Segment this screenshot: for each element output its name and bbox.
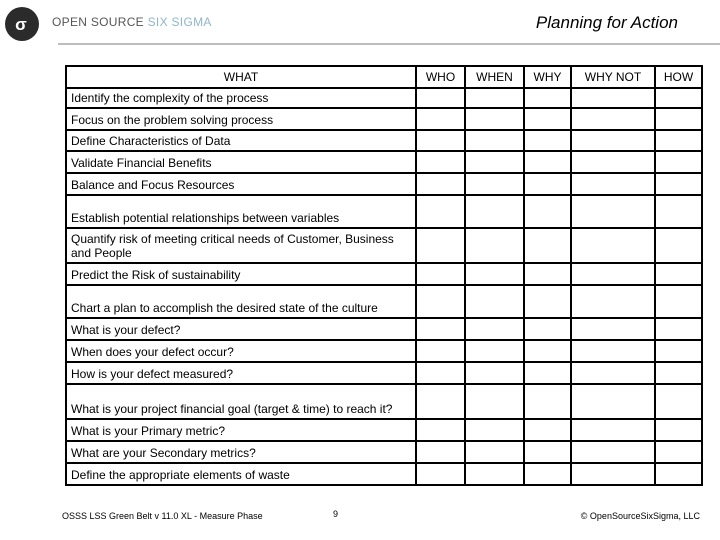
cell-who[interactable] <box>416 419 465 441</box>
action-plan-table <box>65 65 703 486</box>
cell-why[interactable] <box>524 285 571 318</box>
cell-how[interactable] <box>655 463 702 485</box>
action-item-label: Define Characteristics of Data <box>66 130 416 151</box>
header-divider <box>58 43 720 45</box>
cell-how[interactable] <box>655 151 702 173</box>
cell-who[interactable] <box>416 151 465 173</box>
table-row <box>66 151 702 173</box>
table-row <box>66 340 702 362</box>
cell-who[interactable] <box>416 108 465 130</box>
cell-when[interactable] <box>465 263 524 285</box>
cell-how[interactable] <box>655 384 702 419</box>
cell-why-not[interactable] <box>571 263 655 285</box>
column-header-when: WHEN <box>465 66 524 88</box>
cell-how[interactable] <box>655 195 702 228</box>
cell-how[interactable] <box>655 108 702 130</box>
table-row <box>66 130 702 151</box>
action-item-label: Establish potential relationships between variables <box>66 195 416 228</box>
cell-why-not[interactable] <box>571 285 655 318</box>
table-row <box>66 441 702 463</box>
action-item-label: Identify the complexity of the process <box>66 88 416 108</box>
cell-when[interactable] <box>465 419 524 441</box>
action-item-label: When does your defect occur? <box>66 340 416 362</box>
cell-why-not[interactable] <box>571 463 655 485</box>
cell-why[interactable] <box>524 130 571 151</box>
action-item-label: Focus on the problem solving process <box>66 108 416 130</box>
action-item-label: Chart a plan to accomplish the desired state of the culture <box>66 285 416 318</box>
cell-how[interactable] <box>655 173 702 195</box>
cell-when[interactable] <box>465 228 524 263</box>
cell-why[interactable] <box>524 419 571 441</box>
cell-how[interactable] <box>655 340 702 362</box>
open-source-six-sigma-logo <box>4 6 40 42</box>
cell-why[interactable] <box>524 362 571 384</box>
cell-who[interactable] <box>416 340 465 362</box>
table-row <box>66 173 702 195</box>
cell-when[interactable] <box>465 173 524 195</box>
cell-who[interactable] <box>416 362 465 384</box>
cell-who[interactable] <box>416 263 465 285</box>
cell-how[interactable] <box>655 419 702 441</box>
cell-who[interactable] <box>416 130 465 151</box>
table-row <box>66 419 702 441</box>
svg-text:σ: σ <box>15 15 27 34</box>
cell-why-not[interactable] <box>571 318 655 340</box>
table-row <box>66 195 702 228</box>
table-row <box>66 285 702 318</box>
brand-name-main: OPEN SOURCE <box>52 15 148 29</box>
column-header-who: WHO <box>416 66 465 88</box>
cell-how[interactable] <box>655 88 702 108</box>
cell-why[interactable] <box>524 88 571 108</box>
cell-how[interactable] <box>655 130 702 151</box>
cell-how[interactable] <box>655 441 702 463</box>
cell-why[interactable] <box>524 384 571 419</box>
cell-who[interactable] <box>416 441 465 463</box>
cell-how[interactable] <box>655 285 702 318</box>
column-header-what: WHAT <box>66 66 416 88</box>
table-row <box>66 362 702 384</box>
cell-why-not[interactable] <box>571 173 655 195</box>
table-row <box>66 384 702 419</box>
cell-why[interactable] <box>524 195 571 228</box>
cell-when[interactable] <box>465 362 524 384</box>
cell-why-not[interactable] <box>571 419 655 441</box>
cell-how[interactable] <box>655 362 702 384</box>
column-header-why-not: WHY NOT <box>571 66 655 88</box>
cell-why[interactable] <box>524 441 571 463</box>
cell-who[interactable] <box>416 195 465 228</box>
cell-when[interactable] <box>465 441 524 463</box>
cell-why-not[interactable] <box>571 228 655 263</box>
cell-why-not[interactable] <box>571 384 655 419</box>
action-item-label: Quantify risk of meeting critical needs of Customer, Business and People <box>66 228 416 263</box>
cell-when[interactable] <box>465 285 524 318</box>
cell-who[interactable] <box>416 318 465 340</box>
cell-why[interactable] <box>524 263 571 285</box>
cell-when[interactable] <box>465 463 524 485</box>
action-item-label: How is your defect measured? <box>66 362 416 384</box>
table-row <box>66 463 702 485</box>
brand-name <box>52 15 212 29</box>
cell-when[interactable] <box>465 318 524 340</box>
cell-why-not[interactable] <box>571 362 655 384</box>
cell-who[interactable] <box>416 88 465 108</box>
cell-when[interactable] <box>465 130 524 151</box>
footer-course-title: OSSS LSS Green Belt v 11.0 XL - Measure Phase <box>62 511 263 521</box>
cell-why-not[interactable] <box>571 340 655 362</box>
cell-why-not[interactable] <box>571 195 655 228</box>
action-item-label: Balance and Focus Resources <box>66 173 416 195</box>
cell-who[interactable] <box>416 285 465 318</box>
cell-when[interactable] <box>465 340 524 362</box>
action-item-label: Validate Financial Benefits <box>66 151 416 173</box>
cell-when[interactable] <box>465 108 524 130</box>
cell-when[interactable] <box>465 195 524 228</box>
table-row <box>66 88 702 108</box>
cell-who[interactable] <box>416 463 465 485</box>
cell-why-not[interactable] <box>571 151 655 173</box>
cell-why[interactable] <box>524 173 571 195</box>
cell-why-not[interactable] <box>571 88 655 108</box>
cell-why[interactable] <box>524 108 571 130</box>
action-item-label: What is your Primary metric? <box>66 419 416 441</box>
table-row <box>66 318 702 340</box>
cell-why-not[interactable] <box>571 441 655 463</box>
footer-page-number: 9 <box>333 509 339 519</box>
action-item-label: What is your project financial goal (target & time) to reach it? <box>66 384 416 419</box>
cell-why-not[interactable] <box>571 108 655 130</box>
cell-why[interactable] <box>524 340 571 362</box>
cell-how[interactable] <box>655 228 702 263</box>
cell-who[interactable] <box>416 173 465 195</box>
cell-why[interactable] <box>524 151 571 173</box>
cell-why[interactable] <box>524 228 571 263</box>
cell-when[interactable] <box>465 384 524 419</box>
cell-how[interactable] <box>655 318 702 340</box>
column-header-how: HOW <box>655 66 702 88</box>
table-row <box>66 228 702 263</box>
brand-name-accent: SIX SIGMA <box>147 15 212 29</box>
table-row <box>66 263 702 285</box>
cell-who[interactable] <box>416 228 465 263</box>
footer-copyright: © OpenSourceSixSigma, LLC <box>580 511 700 521</box>
cell-why-not[interactable] <box>571 130 655 151</box>
action-item-label: What are your Secondary metrics? <box>66 441 416 463</box>
cell-why[interactable] <box>524 463 571 485</box>
action-item-label: Define the appropriate elements of waste <box>66 463 416 485</box>
page-title: Planning for Action <box>535 13 678 32</box>
cell-why[interactable] <box>524 318 571 340</box>
cell-when[interactable] <box>465 88 524 108</box>
table-header-row <box>66 66 702 88</box>
cell-how[interactable] <box>655 263 702 285</box>
cell-when[interactable] <box>465 151 524 173</box>
action-item-label: What is your defect? <box>66 318 416 340</box>
column-header-why: WHY <box>524 66 571 88</box>
action-item-label: Predict the Risk of sustainability <box>66 263 416 285</box>
cell-who[interactable] <box>416 384 465 419</box>
table-row <box>66 108 702 130</box>
